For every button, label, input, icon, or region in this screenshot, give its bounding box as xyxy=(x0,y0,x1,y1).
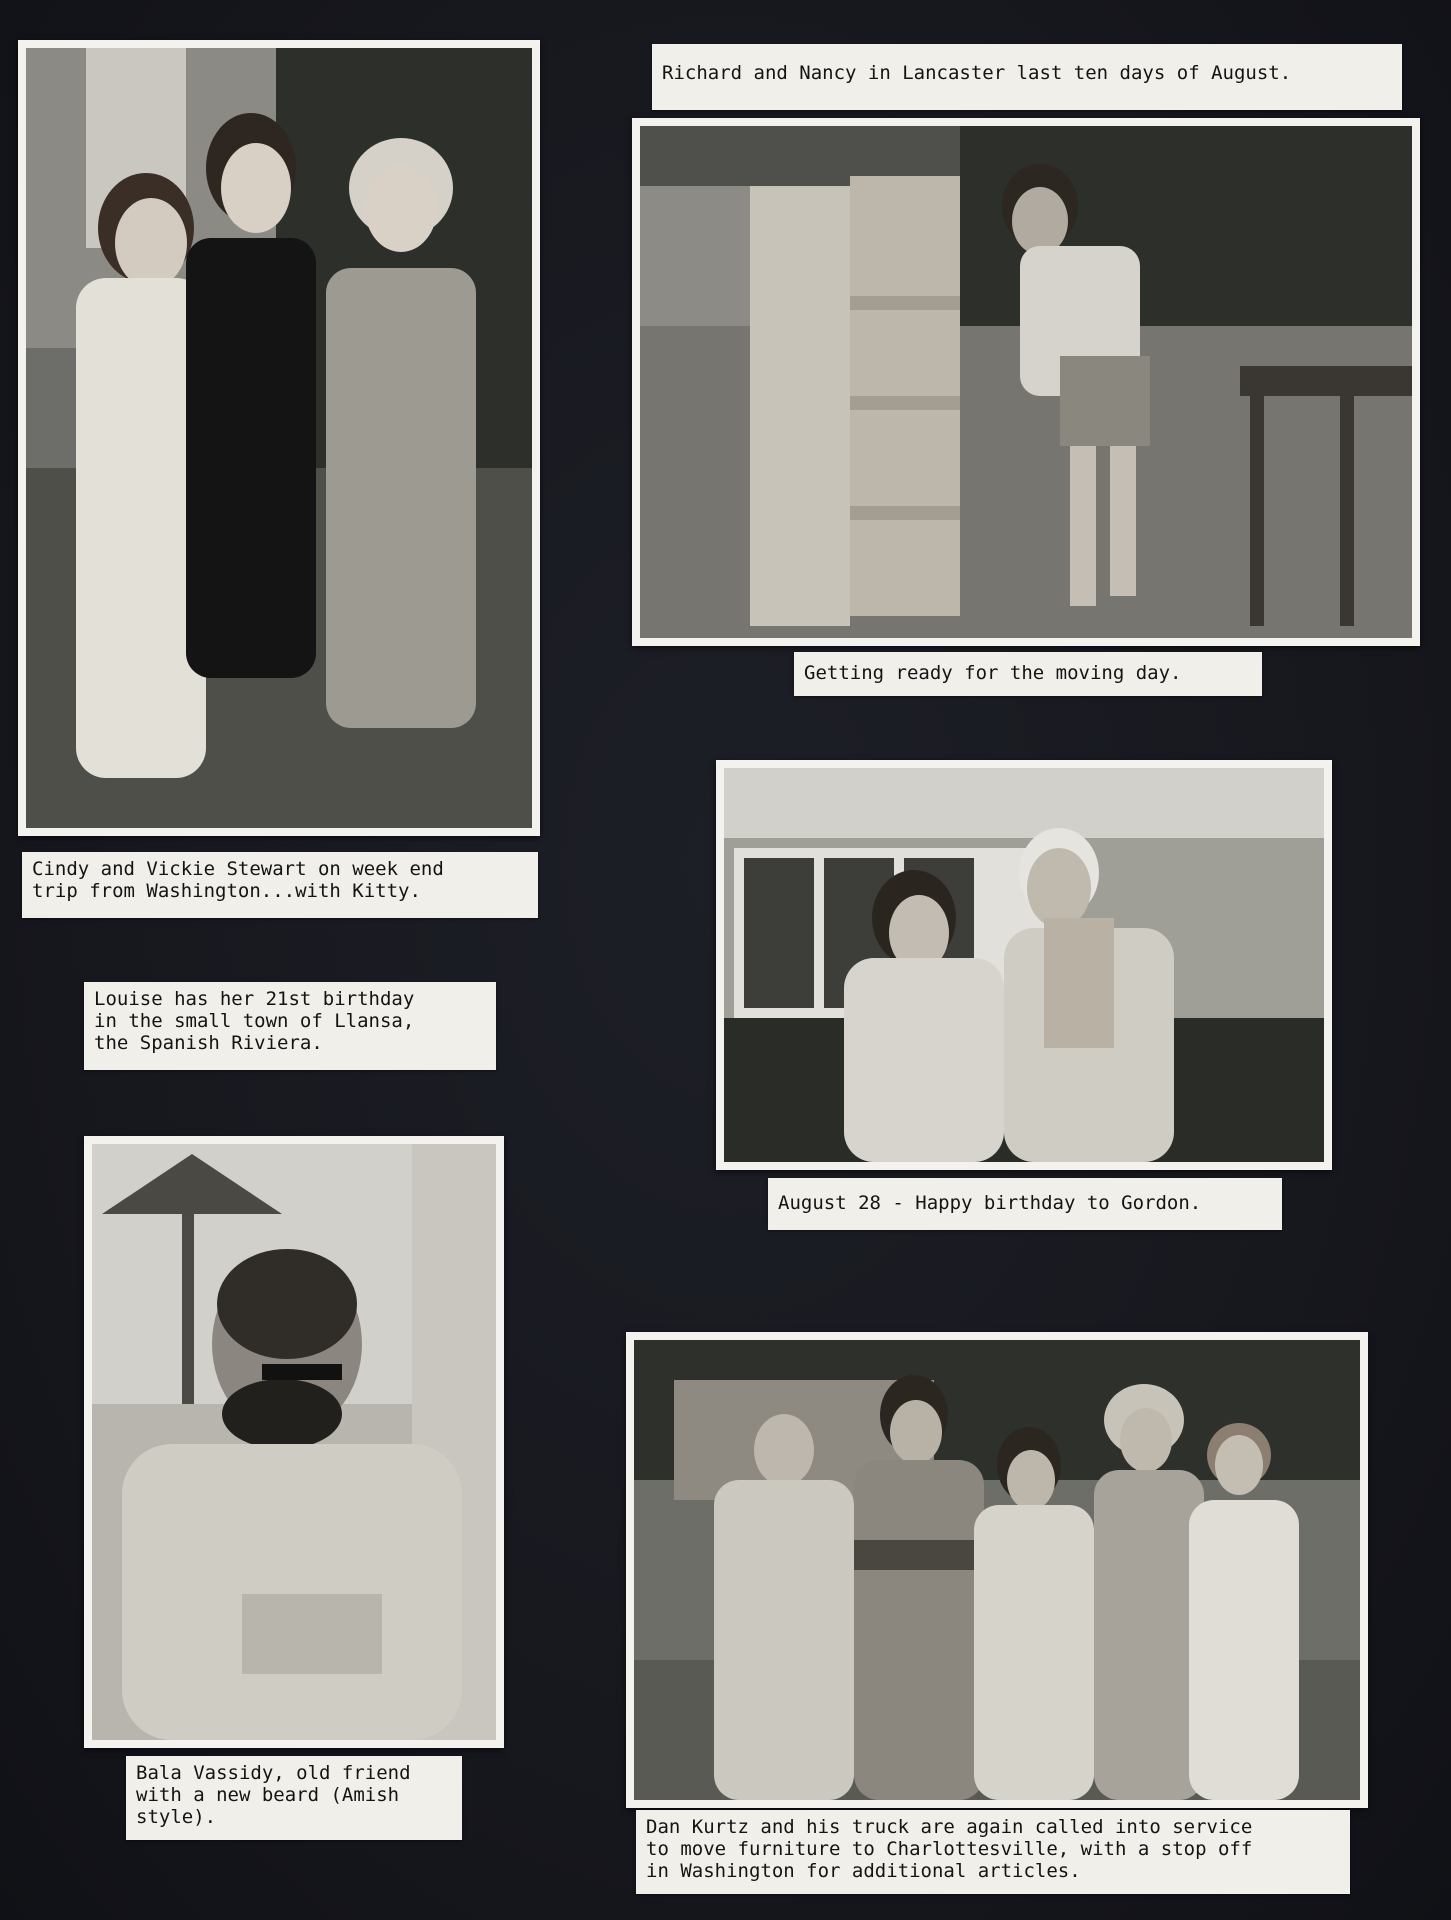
dan-kurtz-group-image xyxy=(634,1340,1360,1800)
caption-richard-nancy: Richard and Nancy in Lancaster last ten days of August. xyxy=(652,44,1402,110)
photo-dan-kurtz-group xyxy=(626,1332,1368,1808)
caption-gordon-birthday: August 28 - Happy birthday to Gordon. xyxy=(768,1178,1282,1230)
photo-bala xyxy=(84,1136,504,1748)
bala-image xyxy=(92,1144,496,1740)
photo-gordon-birthday xyxy=(716,760,1332,1170)
gordon-birthday-image xyxy=(724,768,1324,1162)
bookcase-image xyxy=(640,126,1412,638)
caption-bala: Bala Vassidy, old friend with a new beard (Amish style). xyxy=(126,1756,462,1840)
three-women-image xyxy=(26,48,532,828)
caption-louise: Louise has her 21st birthday in the small town of Llansa, the Spanish Riviera. xyxy=(84,982,496,1070)
caption-dan-kurtz: Dan Kurtz and his truck are again called into service to move furniture to Charlottesville, with a stop off in Washington for additional articles. xyxy=(636,1810,1350,1894)
photo-bookcase xyxy=(632,118,1420,646)
caption-moving-day: Getting ready for the moving day. xyxy=(794,652,1262,696)
caption-cindy-vickie: Cindy and Vickie Stewart on week end trip from Washington...with Kitty. xyxy=(22,852,538,918)
photo-three-women xyxy=(18,40,540,836)
